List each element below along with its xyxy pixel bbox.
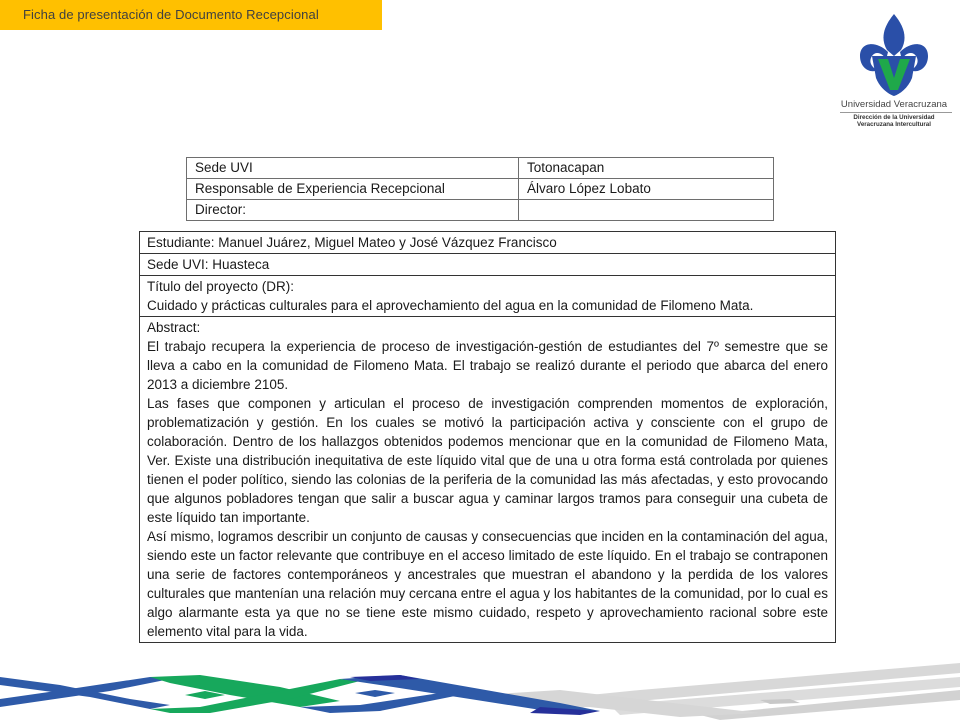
project-title-cell [140, 276, 836, 317]
logo-subtitle-line-2: Veracruzana Intercultural [857, 121, 931, 128]
table-row [140, 254, 836, 276]
page-title: Ficha de presentación de Documento Recepcional [23, 7, 319, 22]
info-value: Totonacapan [519, 158, 774, 179]
table-row [140, 317, 836, 643]
logo-university-name: Universidad Veracruzana [840, 99, 948, 110]
fleur-de-lis-v-icon [832, 12, 956, 98]
logo-subtitle-line-1: Dirección de la Universidad [853, 114, 935, 121]
logo-divider [840, 112, 952, 113]
table-row [187, 200, 774, 221]
info-table [186, 157, 774, 221]
footer-ribbon-decoration [0, 655, 960, 720]
info-value [519, 200, 774, 221]
info-label: Director: [187, 200, 519, 221]
table-row [140, 276, 836, 317]
table-row [140, 232, 836, 254]
abstract-paragraph: Las fases que componen y articulan el proceso de investigación comprenden momentos de exploración, problematización y gestión. En los cuales se motivó la participación activa y consciente con el grupo de colaboración. Dentro de los hallazgos obtenidos podemos mencionar que en la comunidad de Filomeno Mata, Ver. Existe una distribución inequitativa de este líquido vital que de una u otra forma está controlada por quienes tienen el poder político, siendo las colonias de la periferia de la comunidad las más afectadas, y esto provocando que algunos pobladores tengan que salir a buscar agua y caminar largos tramos para conseguir una cubeta de este líquido tan importante. [147, 396, 828, 525]
abstract-paragraph: Así mismo, logramos describir un conjunto de causas y consecuencias que inciden en la contaminación del agua, siendo este un factor relevante que contribuye en el acceso limitado de este líquido. En el trabajo se contraponen una serie de factores contemporáneos y ancestrales que muestran el abandono y la perdida de los valores culturales que mantenían una relación muy cercana entre el agua y los habitantes de la comunidad, por lo cual es algo alarmante esta ya que no se tiene este mismo cuidado, respeto y aprovechamiento racional sobre este elemento vital para la vida. [147, 529, 828, 639]
info-value: Álvaro López Lobato [519, 179, 774, 200]
university-logo [832, 12, 956, 132]
logo-subtitle [832, 114, 956, 128]
abstract-label: Abstract: [147, 320, 201, 335]
project-table [139, 231, 836, 643]
project-title-value: Cuidado y prácticas culturales para el aprovechamiento del agua en la comunidad de Filomeno Mata. [147, 298, 754, 313]
info-label: Sede UVI [187, 158, 519, 179]
header-bar [0, 0, 382, 30]
table-row [187, 158, 774, 179]
abstract-cell [140, 317, 836, 643]
student-cell: Estudiante: Manuel Juárez, Miguel Mateo y José Vázquez Francisco [140, 232, 836, 254]
project-title-label: Título del proyecto (DR): [147, 279, 295, 294]
info-label: Responsable de Experiencia Recepcional [187, 179, 519, 200]
abstract-paragraph: El trabajo recupera la experiencia de proceso de investigación-gestión de estudiantes del 7º semestre que se lleva a cabo en la comunidad de Filomeno Mata. El trabajo se realizó durante el periodo que abarca del enero 2013 a diciembre 2105. [147, 339, 828, 392]
sede-cell: Sede UVI: Huasteca [140, 254, 836, 276]
table-row [187, 179, 774, 200]
